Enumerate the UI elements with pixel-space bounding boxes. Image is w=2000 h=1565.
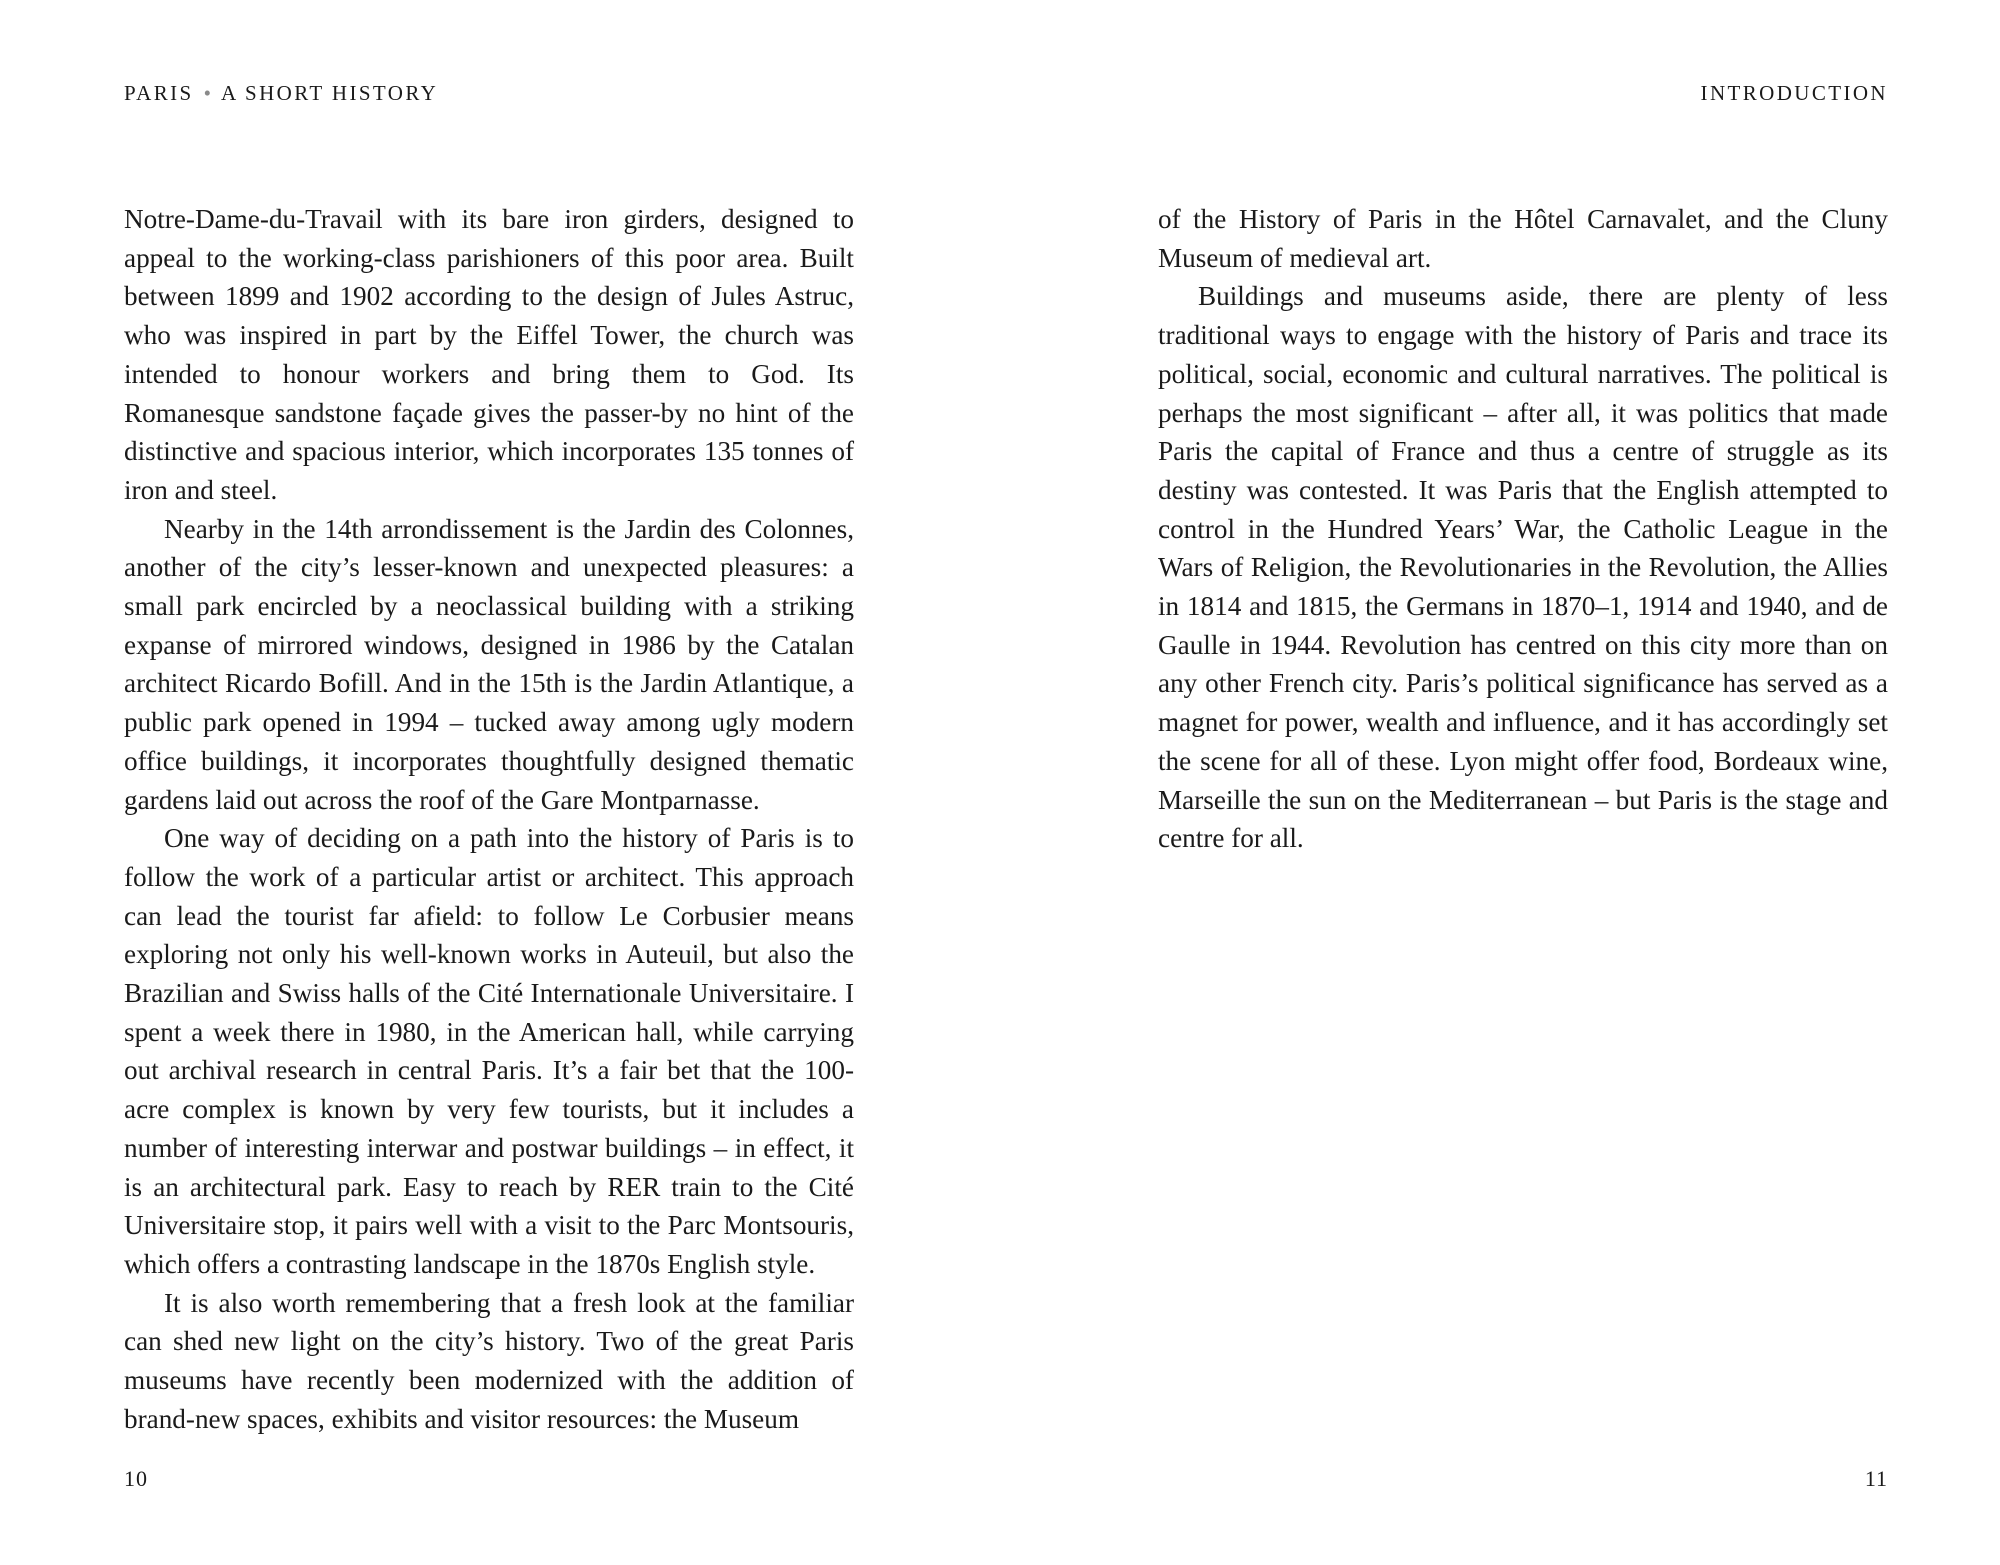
page-number-right: 11	[1864, 1466, 1888, 1491]
book-subtitle: A SHORT HISTORY	[220, 81, 439, 105]
paragraph: Buildings and museums aside, there are plenty of less traditional ways to engage with the history of Paris and trace its political, social, economic and cultural narratives. The political is perhaps the most significant – after all, it was politics that made Paris the capital of France and thus a centre of struggle as its destiny was contested. It was Paris that the English attempted to control in the Hundred Years’ War, the Catholic League in the Wars of Religion, the Revolutionaries in the Revolution, the Allies in 1814 and 1815, the Germans in 1870–1, 1914 and 1940, and de Gaulle in 1944. Revolution has centred on this city more than on any other French city. Paris’s political significance has served as a magnet for power, wealth and influence, and it has accordingly set the scene for all of these. Lyon might offer food, Bordeaux wine, Marseille the sun on the Mediterranean – but Paris is the stage and centre for all.	[1158, 281, 1888, 854]
left-body-text	[124, 200, 854, 1439]
running-head-right	[1701, 81, 1888, 106]
paragraph: Nearby in the 14th arrondissement is the Jardin des Colonnes, another of the city’s lesser-known and unexpected pleasures: a small park encircled by a neoclassical building with a striking expanse of mirrored windows, designed in 1986 by the Catalan architect Ricardo Bofill. And in the 15th is the Jardin Atlantique, a public park opened in 1994 – tucked away among ugly modern office buildings, it incorporates thoughtfully designed thematic gardens laid out across the roof of the Gare Montparnasse.	[124, 513, 854, 815]
running-head-left	[124, 81, 438, 106]
book-title: PARIS	[124, 81, 194, 105]
paragraph: It is also worth remembering that a fresh look at the familiar can shed new light on the city’s history. Two of the great Paris museums have recently been modernized with the addition of brand-new spaces, exhibits and visitor resources: the Museum	[124, 1287, 854, 1434]
paragraph: One way of deciding on a path into the history of Paris is to follow the work of a particular artist or architect. This approach can lead the tourist far afield: to follow Le Corbusier means exploring not only his well-known works in Auteuil, but also the Brazilian and Swiss halls of the Cité Internationale Universitaire. I spent a week there in 1980, in the American hall, while carrying out archival research in central Paris. It’s a fair bet that the 100-acre complex is known by very few tourists, but it includes a number of interesting interwar and postwar buildings – in effect, it is an architectural park. Easy to reach by RER train to the Cité Universitaire stop, it pairs well with a visit to the Parc Montsouris, which offers a contrasting landscape in the 1870s English style.	[124, 823, 854, 1279]
page-number-left: 10	[124, 1466, 148, 1491]
right-body-text	[1158, 200, 1888, 858]
paragraph: Notre-Dame-du-Travail with its bare iron girders, designed to appeal to the working-class parishioners of this poor area. Built between 1899 and 1902 according to the design of Jules Astruc, who was inspired in part by the Eiffel Tower, the church was intended to honour workers and bring them to God. Its Romanesque sandstone façade gives the passer-by no hint of the distinctive and spacious interior, which incorporates 135 tonnes of iron and steel.	[124, 204, 854, 505]
right-page	[1000, 0, 2000, 1565]
chapter-title: INTRODUCTION	[1700, 81, 1888, 105]
bullet-separator: •	[203, 81, 211, 105]
paragraph: of the History of Paris in the Hôtel Carnavalet, and the Cluny Museum of medieval art.	[1158, 204, 1888, 273]
